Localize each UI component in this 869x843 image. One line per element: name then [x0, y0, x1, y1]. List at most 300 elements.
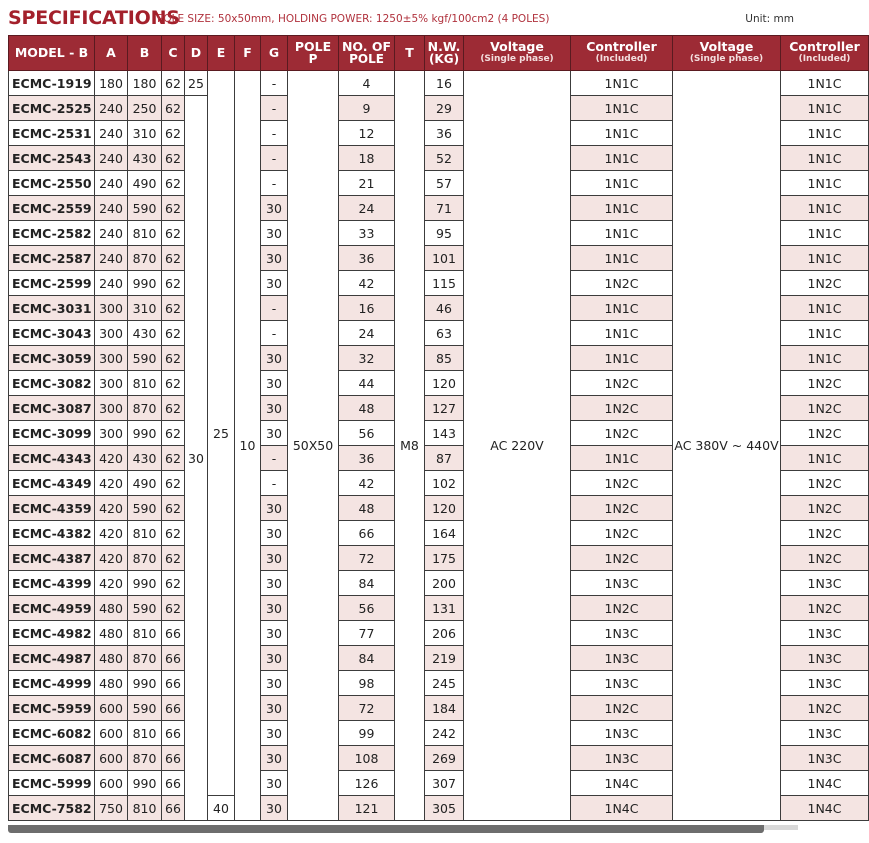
pole-count-cell: 108: [339, 746, 395, 771]
column-header-label: Voltage: [490, 39, 544, 54]
column-header-label: MODEL - B: [14, 45, 89, 60]
model-cell: ECMC-4999: [9, 671, 95, 696]
net-weight-cell: 307: [425, 771, 464, 796]
net-weight-cell: 102: [425, 471, 464, 496]
net-weight-cell: 305: [425, 796, 464, 821]
dim-g-cell: 30: [261, 796, 288, 821]
dim-b-cell: 310: [128, 296, 162, 321]
controller-cell: 1N2C: [571, 396, 673, 421]
controller-cell: 1N1C: [571, 121, 673, 146]
net-weight-cell: 57: [425, 171, 464, 196]
dim-g-cell: 30: [261, 646, 288, 671]
model-cell: ECMC-2531: [9, 121, 95, 146]
controller-cell: 1N3C: [571, 746, 673, 771]
controller-cell: 1N1C: [571, 296, 673, 321]
column-header-label: G: [268, 45, 280, 60]
net-weight-cell: 46: [425, 296, 464, 321]
dim-g-cell: 30: [261, 396, 288, 421]
column-header-label: B: [139, 45, 150, 60]
dim-a-cell: 600: [95, 771, 128, 796]
pole-count-cell: 84: [339, 646, 395, 671]
net-weight-cell: 36: [425, 121, 464, 146]
controller-cell: 1N2C: [781, 596, 869, 621]
dim-a-cell: 420: [95, 546, 128, 571]
dim-g-cell: 30: [261, 496, 288, 521]
dim-a-cell: 300: [95, 346, 128, 371]
pole-count-cell: 36: [339, 246, 395, 271]
net-weight-cell: 16: [425, 71, 464, 96]
header-row: [9, 36, 869, 71]
controller-cell: 1N1C: [571, 346, 673, 371]
pole-count-cell: 4: [339, 71, 395, 96]
dim-a-cell: 600: [95, 746, 128, 771]
column-header: [208, 36, 235, 71]
model-cell: ECMC-4959: [9, 596, 95, 621]
dim-b-cell: 430: [128, 146, 162, 171]
controller-cell: 1N2C: [571, 421, 673, 446]
dim-b-cell: 490: [128, 471, 162, 496]
column-header-label: N.W.: [427, 39, 461, 54]
spec-table-body: [9, 71, 869, 821]
controller-cell: 1N2C: [571, 471, 673, 496]
column-header-label: A: [106, 45, 116, 60]
dim-b-cell: 590: [128, 696, 162, 721]
dim-c-cell: 66: [162, 671, 185, 696]
dim-g-cell: -: [261, 96, 288, 121]
pole-count-cell: 98: [339, 671, 395, 696]
controller-cell: 1N3C: [781, 671, 869, 696]
column-header: [95, 36, 128, 71]
dim-a-cell: 240: [95, 96, 128, 121]
column-header: [464, 36, 571, 71]
controller-cell: 1N1C: [571, 196, 673, 221]
controller-cell: 1N2C: [571, 521, 673, 546]
controller-cell: 1N1C: [781, 246, 869, 271]
column-header-label: E: [216, 45, 226, 60]
dim-b-cell: 250: [128, 96, 162, 121]
dim-g-cell: 30: [261, 371, 288, 396]
net-weight-cell: 101: [425, 246, 464, 271]
dim-c-cell: 66: [162, 771, 185, 796]
net-weight-cell: 242: [425, 721, 464, 746]
controller-cell: 1N1C: [781, 446, 869, 471]
dim-b-cell: 430: [128, 321, 162, 346]
dim-c-cell: 62: [162, 346, 185, 371]
dim-b-cell: 180: [128, 71, 162, 96]
dim-a-cell: 420: [95, 471, 128, 496]
dim-c-cell: 62: [162, 296, 185, 321]
dim-g-cell: 30: [261, 746, 288, 771]
controller-cell: 1N3C: [781, 721, 869, 746]
pole-count-cell: 44: [339, 371, 395, 396]
model-cell: ECMC-2543: [9, 146, 95, 171]
controller-cell: 1N2C: [781, 271, 869, 296]
controller-cell: 1N1C: [571, 96, 673, 121]
dim-b-cell: 870: [128, 746, 162, 771]
controller-cell: 1N1C: [781, 146, 869, 171]
controller-cell: 1N3C: [781, 646, 869, 671]
dim-a-cell: 300: [95, 371, 128, 396]
controller-cell: 1N1C: [571, 171, 673, 196]
column-header-sublabel: (Single phase): [480, 54, 554, 64]
dim-b-cell: 490: [128, 171, 162, 196]
net-weight-cell: 120: [425, 371, 464, 396]
dim-g-cell: -: [261, 121, 288, 146]
dim-g-cell: 30: [261, 671, 288, 696]
dim-a-cell: 240: [95, 246, 128, 271]
dim-b-cell: 430: [128, 446, 162, 471]
controller-cell: 1N1C: [781, 71, 869, 96]
pole-count-cell: 18: [339, 146, 395, 171]
controller-cell: 1N1C: [571, 446, 673, 471]
dim-g-cell: 30: [261, 421, 288, 446]
column-header-label: T: [405, 45, 414, 60]
thread-cell: M8: [395, 71, 425, 821]
dim-g-cell: 30: [261, 771, 288, 796]
dim-f-cell: 10: [235, 71, 261, 821]
dim-a-cell: 300: [95, 321, 128, 346]
dim-c-cell: 62: [162, 396, 185, 421]
dim-a-cell: 300: [95, 421, 128, 446]
column-header: [235, 36, 261, 71]
model-cell: ECMC-4399: [9, 571, 95, 596]
dim-b-cell: 810: [128, 621, 162, 646]
column-header: [185, 36, 208, 71]
dim-g-cell: 30: [261, 221, 288, 246]
pole-count-cell: 56: [339, 596, 395, 621]
model-cell: ECMC-3082: [9, 371, 95, 396]
column-header-label: POLE: [294, 39, 332, 54]
spec-table: [8, 35, 869, 821]
table-row: [9, 71, 869, 96]
model-cell: ECMC-2525: [9, 96, 95, 121]
dim-b-cell: 870: [128, 246, 162, 271]
dim-c-cell: 66: [162, 696, 185, 721]
model-cell: ECMC-3043: [9, 321, 95, 346]
controller-cell: 1N3C: [571, 671, 673, 696]
pole-count-cell: 72: [339, 696, 395, 721]
model-cell: ECMC-2599: [9, 271, 95, 296]
net-weight-cell: 127: [425, 396, 464, 421]
controller-cell: 1N3C: [781, 621, 869, 646]
controller-cell: 1N2C: [571, 371, 673, 396]
pole-count-cell: 48: [339, 396, 395, 421]
dim-c-cell: 62: [162, 496, 185, 521]
dim-b-cell: 990: [128, 771, 162, 796]
controller-cell: 1N2C: [781, 696, 869, 721]
dim-c-cell: 62: [162, 421, 185, 446]
column-header-label: Voltage: [699, 39, 754, 54]
page-title: SPECIFICATIONS: [8, 7, 180, 29]
dim-c-cell: 62: [162, 171, 185, 196]
dim-a-cell: 480: [95, 596, 128, 621]
dim-c-cell: 62: [162, 596, 185, 621]
column-header: [128, 36, 162, 71]
dim-c-cell: 66: [162, 721, 185, 746]
dim-a-cell: 420: [95, 571, 128, 596]
column-header-sublabel: (Included): [798, 54, 851, 64]
dim-a-cell: 480: [95, 671, 128, 696]
pole-count-cell: 24: [339, 196, 395, 221]
controller-cell: 1N2C: [571, 696, 673, 721]
dim-c-cell: 62: [162, 546, 185, 571]
pole-count-cell: 9: [339, 96, 395, 121]
controller-cell: 1N2C: [571, 546, 673, 571]
column-header-label: D: [190, 45, 202, 60]
column-header: [162, 36, 185, 71]
controller-cell: 1N1C: [571, 71, 673, 96]
net-weight-cell: 95: [425, 221, 464, 246]
pole-count-cell: 24: [339, 321, 395, 346]
dim-b-cell: 990: [128, 421, 162, 446]
controller-cell: 1N3C: [571, 721, 673, 746]
controller-cell: 1N1C: [781, 96, 869, 121]
column-header-sublabel: (KG): [428, 52, 460, 66]
unit-label: Unit: mm: [745, 13, 794, 25]
dim-c-cell: 62: [162, 371, 185, 396]
title-bar: [8, 7, 798, 33]
net-weight-cell: 269: [425, 746, 464, 771]
controller-cell: 1N3C: [781, 746, 869, 771]
dim-a-cell: 420: [95, 496, 128, 521]
pole-count-cell: 21: [339, 171, 395, 196]
net-weight-cell: 87: [425, 446, 464, 471]
column-header: [339, 36, 395, 71]
page-subtitle: POLE SIZE: 50x50mm, HOLDING POWER: 1250±5% kgf/100cm2 (4 POLES): [157, 13, 550, 25]
net-weight-cell: 175: [425, 546, 464, 571]
dim-g-cell: -: [261, 171, 288, 196]
model-cell: ECMC-4987: [9, 646, 95, 671]
net-weight-cell: 131: [425, 596, 464, 621]
dim-c-cell: 62: [162, 471, 185, 496]
dim-a-cell: 300: [95, 296, 128, 321]
column-header-sublabel: P: [308, 52, 318, 66]
dim-g-cell: 30: [261, 546, 288, 571]
column-header: [9, 36, 95, 71]
column-header-sublabel: (Single phase): [689, 54, 764, 64]
dim-g-cell: 30: [261, 521, 288, 546]
controller-cell: 1N3C: [571, 571, 673, 596]
dim-g-cell: 30: [261, 621, 288, 646]
dim-a-cell: 600: [95, 696, 128, 721]
pole-size-cell: 50X50: [288, 71, 339, 821]
model-cell: ECMC-2582: [9, 221, 95, 246]
dim-g-cell: 30: [261, 346, 288, 371]
voltage-220-cell: AC 220V: [464, 71, 571, 821]
pole-count-cell: 42: [339, 471, 395, 496]
dim-c-cell: 62: [162, 96, 185, 121]
dim-d-cell: 25: [185, 71, 208, 96]
controller-cell: 1N1C: [571, 146, 673, 171]
dim-g-cell: -: [261, 446, 288, 471]
net-weight-cell: 206: [425, 621, 464, 646]
dim-b-cell: 590: [128, 196, 162, 221]
column-header: [261, 36, 288, 71]
model-cell: ECMC-4382: [9, 521, 95, 546]
net-weight-cell: 71: [425, 196, 464, 221]
dim-c-cell: 62: [162, 446, 185, 471]
model-cell: ECMC-4359: [9, 496, 95, 521]
controller-cell: 1N4C: [571, 771, 673, 796]
dim-b-cell: 810: [128, 221, 162, 246]
dim-g-cell: -: [261, 471, 288, 496]
controller-cell: 1N2C: [781, 521, 869, 546]
net-weight-cell: 63: [425, 321, 464, 346]
controller-cell: 1N2C: [571, 271, 673, 296]
pole-count-cell: 66: [339, 521, 395, 546]
controller-cell: 1N1C: [571, 321, 673, 346]
controller-cell: 1N2C: [571, 596, 673, 621]
controller-cell: 1N1C: [571, 246, 673, 271]
controller-cell: 1N1C: [781, 346, 869, 371]
net-weight-cell: 200: [425, 571, 464, 596]
model-cell: ECMC-7582: [9, 796, 95, 821]
model-cell: ECMC-6082: [9, 721, 95, 746]
dim-a-cell: 240: [95, 271, 128, 296]
dim-e-cell: 25: [208, 71, 235, 796]
dim-c-cell: 62: [162, 146, 185, 171]
model-cell: ECMC-3099: [9, 421, 95, 446]
dim-c-cell: 62: [162, 521, 185, 546]
pole-count-cell: 99: [339, 721, 395, 746]
dim-g-cell: -: [261, 146, 288, 171]
dim-b-cell: 590: [128, 496, 162, 521]
dim-a-cell: 240: [95, 146, 128, 171]
column-header-sublabel: POLE: [349, 52, 384, 66]
pole-count-cell: 33: [339, 221, 395, 246]
dim-c-cell: 62: [162, 121, 185, 146]
net-weight-cell: 219: [425, 646, 464, 671]
dim-b-cell: 590: [128, 596, 162, 621]
dim-c-cell: 62: [162, 71, 185, 96]
spec-table-container: [8, 35, 860, 825]
dim-c-cell: 62: [162, 221, 185, 246]
pole-count-cell: 126: [339, 771, 395, 796]
dim-b-cell: 810: [128, 521, 162, 546]
dim-a-cell: 420: [95, 446, 128, 471]
controller-cell: 1N4C: [781, 796, 869, 821]
controller-cell: 1N1C: [781, 171, 869, 196]
dim-c-cell: 62: [162, 246, 185, 271]
pole-count-cell: 77: [339, 621, 395, 646]
dim-g-cell: 30: [261, 246, 288, 271]
controller-cell: 1N2C: [781, 421, 869, 446]
controller-cell: 1N3C: [571, 646, 673, 671]
dim-a-cell: 240: [95, 221, 128, 246]
dim-c-cell: 66: [162, 646, 185, 671]
column-header-label: C: [168, 45, 178, 60]
controller-cell: 1N2C: [781, 471, 869, 496]
controller-cell: 1N2C: [781, 371, 869, 396]
column-header-label: Controller: [789, 39, 860, 54]
net-weight-cell: 143: [425, 421, 464, 446]
dim-c-cell: 66: [162, 746, 185, 771]
dim-b-cell: 870: [128, 546, 162, 571]
net-weight-cell: 164: [425, 521, 464, 546]
pole-count-cell: 42: [339, 271, 395, 296]
net-weight-cell: 85: [425, 346, 464, 371]
model-cell: ECMC-3059: [9, 346, 95, 371]
net-weight-cell: 52: [425, 146, 464, 171]
column-header: [781, 36, 869, 71]
dim-b-cell: 810: [128, 371, 162, 396]
dim-c-cell: 62: [162, 196, 185, 221]
model-cell: ECMC-5959: [9, 696, 95, 721]
controller-cell: 1N1C: [781, 221, 869, 246]
bottom-divider-light: [764, 825, 798, 830]
model-cell: ECMC-6087: [9, 746, 95, 771]
dim-b-cell: 990: [128, 671, 162, 696]
dim-a-cell: 240: [95, 196, 128, 221]
column-header-label: Controller: [586, 39, 657, 54]
column-header: [288, 36, 339, 71]
controller-cell: 1N4C: [781, 771, 869, 796]
dim-b-cell: 810: [128, 721, 162, 746]
column-header-label: F: [243, 45, 252, 60]
model-cell: ECMC-2550: [9, 171, 95, 196]
controller-cell: 1N4C: [571, 796, 673, 821]
pole-count-cell: 121: [339, 796, 395, 821]
dim-b-cell: 870: [128, 396, 162, 421]
column-header: [571, 36, 673, 71]
net-weight-cell: 120: [425, 496, 464, 521]
dim-g-cell: 30: [261, 271, 288, 296]
controller-cell: 1N1C: [781, 321, 869, 346]
controller-cell: 1N1C: [781, 121, 869, 146]
dim-g-cell: 30: [261, 596, 288, 621]
pole-count-cell: 12: [339, 121, 395, 146]
dim-b-cell: 990: [128, 571, 162, 596]
controller-cell: 1N2C: [571, 496, 673, 521]
dim-a-cell: 300: [95, 396, 128, 421]
net-weight-cell: 29: [425, 96, 464, 121]
dim-a-cell: 240: [95, 171, 128, 196]
model-cell: ECMC-4982: [9, 621, 95, 646]
dim-b-cell: 590: [128, 346, 162, 371]
model-cell: ECMC-4343: [9, 446, 95, 471]
dim-g-cell: 30: [261, 571, 288, 596]
dim-g-cell: 30: [261, 721, 288, 746]
model-cell: ECMC-2559: [9, 196, 95, 221]
pole-count-cell: 16: [339, 296, 395, 321]
dim-a-cell: 180: [95, 71, 128, 96]
controller-cell: 1N2C: [781, 546, 869, 571]
dim-c-cell: 66: [162, 621, 185, 646]
controller-cell: 1N2C: [781, 496, 869, 521]
dim-d-cell: 30: [185, 96, 208, 821]
controller-cell: 1N3C: [571, 621, 673, 646]
dim-g-cell: 30: [261, 196, 288, 221]
column-header: [395, 36, 425, 71]
dim-b-cell: 870: [128, 646, 162, 671]
dim-a-cell: 240: [95, 121, 128, 146]
pole-count-cell: 32: [339, 346, 395, 371]
model-cell: ECMC-4387: [9, 546, 95, 571]
dim-e-cell: 40: [208, 796, 235, 821]
controller-cell: 1N1C: [781, 196, 869, 221]
model-cell: ECMC-3087: [9, 396, 95, 421]
pole-count-cell: 48: [339, 496, 395, 521]
dim-g-cell: -: [261, 321, 288, 346]
dim-a-cell: 480: [95, 621, 128, 646]
dim-b-cell: 810: [128, 796, 162, 821]
net-weight-cell: 245: [425, 671, 464, 696]
pole-count-cell: 72: [339, 546, 395, 571]
dim-g-cell: -: [261, 71, 288, 96]
column-header-label: NO. OF: [341, 39, 392, 54]
controller-cell: 1N1C: [571, 221, 673, 246]
dim-a-cell: 600: [95, 721, 128, 746]
